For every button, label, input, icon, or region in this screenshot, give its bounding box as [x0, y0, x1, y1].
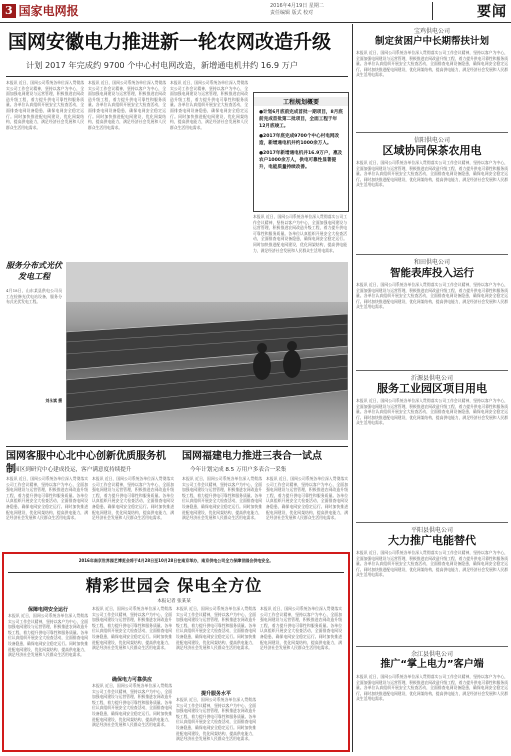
lead-column-4: 本报讯 近日，国网公司系统各单位深入贯彻落实公司工作会议精神，坚持以客户为中心，全面加强电网建设与运营管理，积极推进农网改造升级工程，着力提升供电可靠性和服务质量。各单位认真组织开展安全大检查活动，全面排查电网设备隐患，确保电网安全稳定运行。同时加快推进配电网建设，优化网架结构，提高供电能力，满足经济社会发展和人民群众生活用电需求。: [253, 214, 347, 253]
solar-panel-photo: [66, 262, 348, 440]
photo-caption: [6, 260, 62, 440]
story2-column-1: 本报讯 近日，国网公司系统各单位深入贯彻落实公司工作会议精神，坚持以客户为中心，全面加强电网建设与运营管理，积极推进农网改造升级工程，着力提升供电可靠性和服务质量。各单位认真组织开展安全大检查活动，全面排查电网设备隐患，确保电网安全稳定运行。同时加快推进配电网建设，优化网架结构，提高供电能力，满足经济社会发展和人民群众生活用电需求。: [6, 476, 88, 521]
feature-headline: 精彩世园会 保电全方位: [85, 576, 263, 595]
sidebar-item: [356, 254, 508, 368]
photo-caption-body: 4月18日，山东某县供电公司员工在检修光伏电站设备，服务分布式光伏发电工程。: [6, 288, 62, 305]
lead-subhead: 计划 2017 年完成约 9700 个中心村电网改造，新增通电机井约 16.9 万户: [26, 60, 299, 70]
feature-section-title: 提升服务水平: [200, 691, 231, 697]
sidebar-item-headline: 推广“掌上电力”客户端: [380, 659, 484, 670]
sidebar-item: [356, 26, 508, 132]
sidebar-item-text: 本报讯 近日，国网公司系统各单位深入贯彻落实公司工作会议精神，坚持以客户为中心，全面加强电网建设与运营管理，积极推进农网改造升级工程，着力提升供电可靠性和服务质量。各单位认真组织开展安全大检查活动，全面排查电网设备隐患，确保电网安全稳定运行。同时加快推进配电网建设，优化网架结构，提高供电能力，满足经济社会发展和人民群众生活用电需求。: [356, 550, 508, 578]
sidebar-item-text: 本报讯 近日，国网公司系统各单位深入贯彻落实公司工作会议精神，坚持以客户为中心，全面加强电网建设与运营管理，积极推进农网改造升级工程，着力提升供电可靠性和服务质量。各单位认真组织开展安全大检查活动，全面排查电网设备隐患，确保电网安全稳定运行。同时加快推进配电网建设，优化网架结构，提高供电能力，满足经济社会发展和人民群众生活用电需求。: [356, 282, 508, 310]
sidebar-item: [356, 132, 508, 252]
brand: [2, 2, 79, 19]
sidebar-item: [356, 646, 508, 756]
dateline-date: 2016年4月19日 星期二: [270, 3, 324, 9]
sidebar-item: [356, 522, 508, 646]
story3-headline: 国网福建电力推进三表合一试点: [182, 451, 322, 462]
story3-column-1: 本报讯 近日，国网公司系统各单位深入贯彻落实公司工作会议精神，坚持以客户为中心，全面加强电网建设与运营管理，积极推进农网改造升级工程，着力提升供电可靠性和服务质量。各单位认真组织开展安全大检查活动，全面排查电网设备隐患，确保电网安全稳定运行。同时加快推进配电网建设，优化网架结构，提高供电能力，满足经济社会发展和人民群众生活用电需求。: [182, 476, 262, 521]
sidebar-item-text: 本报讯 近日，国网公司系统各单位深入贯彻落实公司工作会议精神，坚持以客户为中心，全面加强电网建设与运营管理，积极推进农网改造升级工程，着力提升供电可靠性和服务质量。各单位认真组织开展安全大检查活动，全面排查电网设备隐患，确保电网安全稳定运行。同时加快推进配电网建设，优化网架结构，提高供电能力，满足经济社会发展和人民群众生活用电需求。: [356, 160, 508, 188]
sidebar-item-headline: 区域协同保茶农用电: [382, 144, 482, 157]
story2-column-2: 本报讯 近日，国网公司系统各单位深入贯彻落实公司工作会议精神，坚持以客户为中心，全面加强电网建设与运营管理，积极推进农网改造升级工程，着力提升供电可靠性和服务质量。各单位认真组织开展安全大检查活动，全面排查电网设备隐患，确保电网安全稳定运行。同时加快推进配电网建设，优化网架结构，提高供电能力，满足经济社会发展和人民群众生活用电需求。: [92, 476, 174, 521]
story2-headline: 国网客服中心北中心创新优质服务机制: [6, 451, 166, 475]
feature-highlight-box: [2, 552, 350, 752]
sidebar-item-org: 平阳县供电公司: [410, 527, 453, 534]
feature-section-title: 确保电力可靠供应: [111, 677, 152, 683]
sidebar-item: [356, 370, 508, 520]
feature-text: 本报讯 近日，国网公司系统各单位深入贯彻落实公司工作会议精神，坚持以客户为中心，全面加强电网建设与运营管理，积极推进农网改造升级工程，着力提升供电可靠性和服务质量。各单位认真组织开展安全大检查活动，全面排查电网设备隐患，确保电网安全稳定运行。同时加快推进配电网建设，优化网架结构，提高供电能力，满足经济社会发展和人民群众生活用电需求。: [260, 606, 342, 651]
edition-title: 要闻: [477, 4, 507, 20]
sidebar-item-org: 沂源县供电公司: [410, 375, 453, 382]
feature-text: 本报讯 近日，国网公司系统各单位深入贯彻落实公司工作会议精神，坚持以客户为中心，全面加强电网建设与运营管理，积极推进农网改造升级工程，着力提升供电可靠性和服务质量。各单位认真组织开展安全大检查活动，全面排查电网设备隐患，确保电网安全稳定运行。同时加快推进配电网建设，优化网架结构，提高供电能力，满足经济社会发展和人民群众生活用电需求。: [8, 613, 88, 658]
sidebar-item-org: 和田供电公司: [413, 259, 450, 266]
feature-byline: 本报记者 张某某: [157, 599, 191, 604]
sidebar-item-org: 信阳供电公司: [413, 137, 450, 144]
sidebar-item-headline: 大力推广电能替代: [388, 534, 476, 547]
feature-rule: [8, 572, 344, 573]
sidebar-divider: [352, 24, 353, 752]
masthead-divider: [432, 2, 433, 20]
dateline: [270, 3, 420, 17]
callout-point: ●2017年新增通电机井16.9万户，惠及农户1000余万人，供电可靠性显著提升，电能质量持续改善。: [259, 151, 343, 170]
feature-text: 本报讯 近日，国网公司系统各单位深入贯彻落实公司工作会议精神，坚持以客户为中心，全面加强电网建设与运营管理，积极推进农网改造升级工程，着力提升供电可靠性和服务质量。各单位认真组织开展安全大检查活动，全面排查电网设备隐患，确保电网安全稳定运行。同时加快推进配电网建设，优化网架结构，提高供电能力，满足经济社会发展和人民群众生活用电需求。: [92, 683, 172, 728]
lead-column-1: 本报讯 近日，国网公司系统各单位深入贯彻落实公司工作会议精神，坚持以客户为中心，全面加强电网建设与运营管理，积极推进农网改造升级工程，着力提升供电可靠性和服务质量。各单位认真组织开展安全大检查活动，全面排查电网设备隐患，确保电网安全稳定运行。同时加快推进配电网建设，优化网架结构，提高供电能力，满足经济社会发展和人民群众生活用电需求。: [6, 80, 84, 130]
feature-section-title: 保障电网安全运行: [27, 607, 68, 613]
feature-column-4: [260, 606, 342, 746]
sidebar-item-headline: 智能表库投入运行: [390, 267, 474, 279]
feature-column-2: [92, 606, 172, 746]
story3-column-2: 本报讯 近日，国网公司系统各单位深入贯彻落实公司工作会议精神，坚持以客户为中心，全面加强电网建设与运营管理，积极推进农网改造升级工程，着力提升供电可靠性和服务质量。各单位认真组织开展安全大检查活动，全面排查电网设备隐患，确保电网安全稳定运行。同时加快推进配电网建设，优化网架结构，提高供电能力，满足经济社会发展和人民群众生活用电需求。: [266, 476, 348, 521]
lead-column-3: 本报讯 近日，国网公司系统各单位深入贯彻落实公司工作会议精神，坚持以客户为中心，全面加强电网建设与运营管理，积极推进农网改造升级工程，着力提升供电可靠性和服务质量。各单位认真组织开展安全大检查活动，全面排查电网设备隐患，确保电网安全稳定运行。同时加快推进配电网建设，优化网架结构，提高供电能力，满足经济社会发展和人民群众生活用电需求。: [170, 80, 248, 130]
dateline-editors: 责任编辑 版式 校对: [270, 10, 314, 16]
photo-caption-title: 服务分布式光伏发电工程: [6, 261, 62, 281]
sidebar-item-org: 宝鸡供电公司: [413, 28, 450, 35]
sidebar-item-text: 本报讯 近日，国网公司系统各单位深入贯彻落实公司工作会议精神，坚持以客户为中心，全面加强电网建设与运营管理，积极推进农网改造升级工程，着力提升供电可靠性和服务质量。各单位认真组织开展安全大检查活动，全面排查电网设备隐患，确保电网安全稳定运行。同时加快推进配电网建设，优化网架结构，提高供电能力，满足经济社会发展和人民群众生活用电需求。: [356, 50, 508, 78]
plan-callout: [253, 92, 349, 212]
masthead: [0, 0, 511, 23]
callout-point: ●2017年底完成9700个中心村电网改造，新增通电机井约1000余万人。: [259, 134, 340, 146]
sidebar-item-headline: 服务工业园区项目用电: [377, 382, 487, 395]
feature-text: 本报讯 近日，国网公司系统各单位深入贯彻落实公司工作会议精神，坚持以客户为中心，全面加强电网建设与运营管理，积极推进农网改造升级工程，着力提升供电可靠性和服务质量。各单位认真组织开展安全大检查活动，全面排查电网设备隐患，确保电网安全稳定运行。同时加快推进配电网建设，优化网架结构，提高供电能力，满足经济社会发展和人民群众生活用电需求。: [176, 606, 256, 651]
story2-subhead: 园区到研究中心建成投运，客户满意度持续提升: [14, 467, 132, 473]
lead-column-2: 本报讯 近日，国网公司系统各单位深入贯彻落实公司工作会议精神，坚持以客户为中心，全面加强电网建设与运营管理，积极推进农网改造升级工程，着力提升供电可靠性和服务质量。各单位认真组织开展安全大检查活动，全面排查电网设备隐患，确保电网安全稳定运行。同时加快推进配电网建设，优化网架结构，提高供电能力，满足经济社会发展和人民群众生活用电需求。: [88, 80, 166, 130]
sidebar: [356, 26, 508, 752]
newspaper-logo: 国家电网报: [18, 4, 79, 18]
feature-column-1: [8, 606, 88, 746]
sidebar-item-headline: 制定贫困户中长期帮扶计划: [374, 36, 489, 47]
callout-point: ●计划6月底前完成首批一期项目，8月底前完成首批第二批项目，全面工程于年12月底竣工。: [259, 110, 343, 129]
story3-subhead: 今年计划完成 8.5 万用户多表合一采集: [190, 467, 287, 473]
page-number: 3: [2, 4, 16, 18]
feature-text: 本报讯 近日，国网公司系统各单位深入贯彻落实公司工作会议精神，坚持以客户为中心，全面加强电网建设与运营管理，积极推进农网改造升级工程，着力提升供电可靠性和服务质量。各单位认真组织开展安全大检查活动，全面排查电网设备隐患，确保电网安全稳定运行。同时加快推进配电网建设，优化网架结构，提高供电能力，满足经济社会发展和人民群众生活用电需求。: [92, 606, 172, 651]
feature-column-3: [176, 606, 256, 746]
feature-intro: 2016年南京世界园艺博览会将于4月28日至10月28日在南京举办，南京供电公司全力保障世园会供电安全。: [78, 558, 274, 563]
sidebar-item-org: 余江县供电公司: [410, 651, 453, 658]
section-divider: [6, 446, 348, 447]
sidebar-item-text: 本报讯 近日，国网公司系统各单位深入贯彻落实公司工作会议精神，坚持以客户为中心，全面加强电网建设与运营管理，积极推进农网改造升级工程，着力提升供电可靠性和服务质量。各单位认真组织开展安全大检查活动，全面排查电网设备隐患，确保电网安全稳定运行。同时加快推进配电网建设，优化网架结构，提高供电能力，满足经济社会发展和人民群众生活用电需求。: [356, 398, 508, 426]
solar-panel-icon: [66, 262, 348, 440]
photo-credit: 刘永斌 摄: [45, 398, 62, 403]
callout-title: 工程规划概要: [254, 97, 348, 106]
lead-divider: [6, 76, 348, 77]
feature-text: 本报讯 近日，国网公司系统各单位深入贯彻落实公司工作会议精神，坚持以客户为中心，全面加强电网建设与运营管理，积极推进农网改造升级工程，着力提升供电可靠性和服务质量。各单位认真组织开展安全大检查活动，全面排查电网设备隐患，确保电网安全稳定运行。同时加快推进配电网建设，优化网架结构，提高供电能力，满足经济社会发展和人民群众生活用电需求。: [176, 697, 256, 742]
lead-headline: 国网安徽电力推进新一轮农网改造升级: [8, 31, 332, 53]
sidebar-item-text: 本报讯 近日，国网公司系统各单位深入贯彻落实公司工作会议精神，坚持以客户为中心，全面加强电网建设与运营管理，积极推进农网改造升级工程，着力提升供电可靠性和服务质量。各单位认真组织开展安全大检查活动，全面排查电网设备隐患，确保电网安全稳定运行。同时加快推进配电网建设，优化网架结构，提高供电能力，满足经济社会发展和人民群众生活用电需求。: [356, 674, 508, 702]
